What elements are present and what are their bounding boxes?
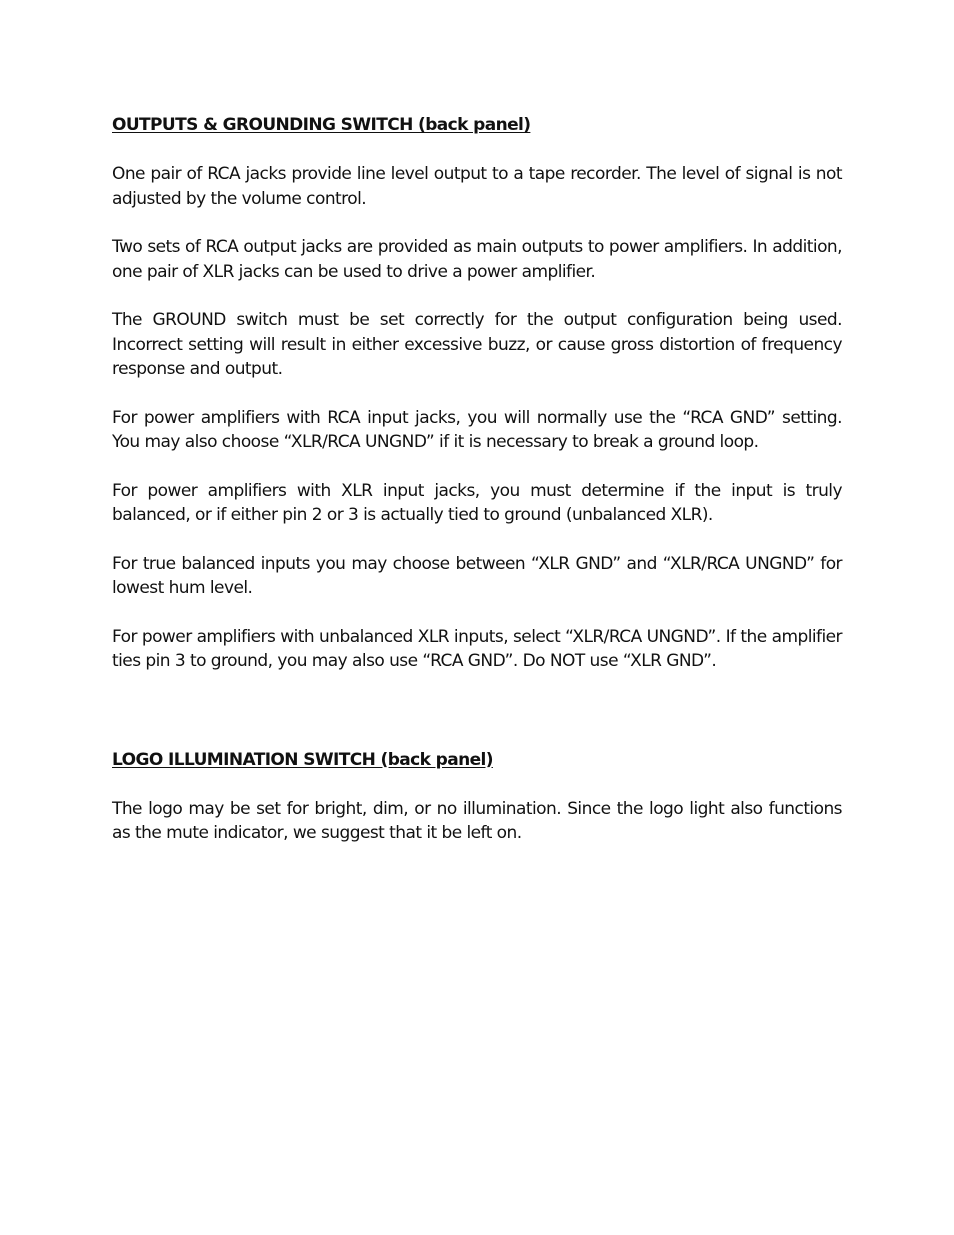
logo-illumination-heading: LOGO ILLUMINATION SWITCH (back panel)	[112, 749, 493, 770]
outputs-grounding-heading: OUTPUTS & GROUNDING SWITCH (back panel)	[112, 115, 531, 135]
paragraph-unbalanced-xlr: For power amplifiers with unbalanced XLR inputs, select “XLR/RCA UNGND”. If the amplifier ties pin 3 to ground, you may also use “RCA GND”. Do NOT use “XLR GND”.	[112, 626, 842, 671]
paragraph-main-outputs: Two sets of RCA output jacks are provided as main outputs to power amplifiers. In addition, one pair of XLR jacks can be used to drive a power amplifier.	[112, 237, 842, 282]
outputs-grounding-section	[112, 112, 842, 674]
paragraph-logo-illumination: The logo may be set for bright, dim, or no illumination. Since the logo light also functions as the mute indicator, we suggest that it be left on.	[112, 798, 842, 843]
paragraph-tape-output: One pair of RCA jacks provide line level output to a tape recorder. The level of signal is not adjusted by the volume control.	[112, 164, 842, 209]
logo-illumination-section	[112, 747, 842, 846]
paragraph-ground-switch: The GROUND switch must be set correctly for the output configuration being used. Incorrect setting will result in either excessive buzz, or cause gross distortion of frequency response and output.	[112, 310, 842, 379]
paragraph-balanced-inputs: For true balanced inputs you may choose between “XLR GND” and “XLR/RCA UNGND” for lowest hum level.	[112, 553, 842, 598]
paragraph-xlr-inputs: For power amplifiers with XLR input jacks, you must determine if the input is truly balanced, or if either pin 2 or 3 is actually tied to ground (unbalanced XLR).	[112, 480, 842, 525]
document-body	[112, 112, 842, 846]
paragraph-rca-inputs: For power amplifiers with RCA input jacks, you will normally use the “RCA GND” setting. You may also choose “XLR/RCA UNGND” if it is necessary to break a ground loop.	[112, 407, 842, 452]
